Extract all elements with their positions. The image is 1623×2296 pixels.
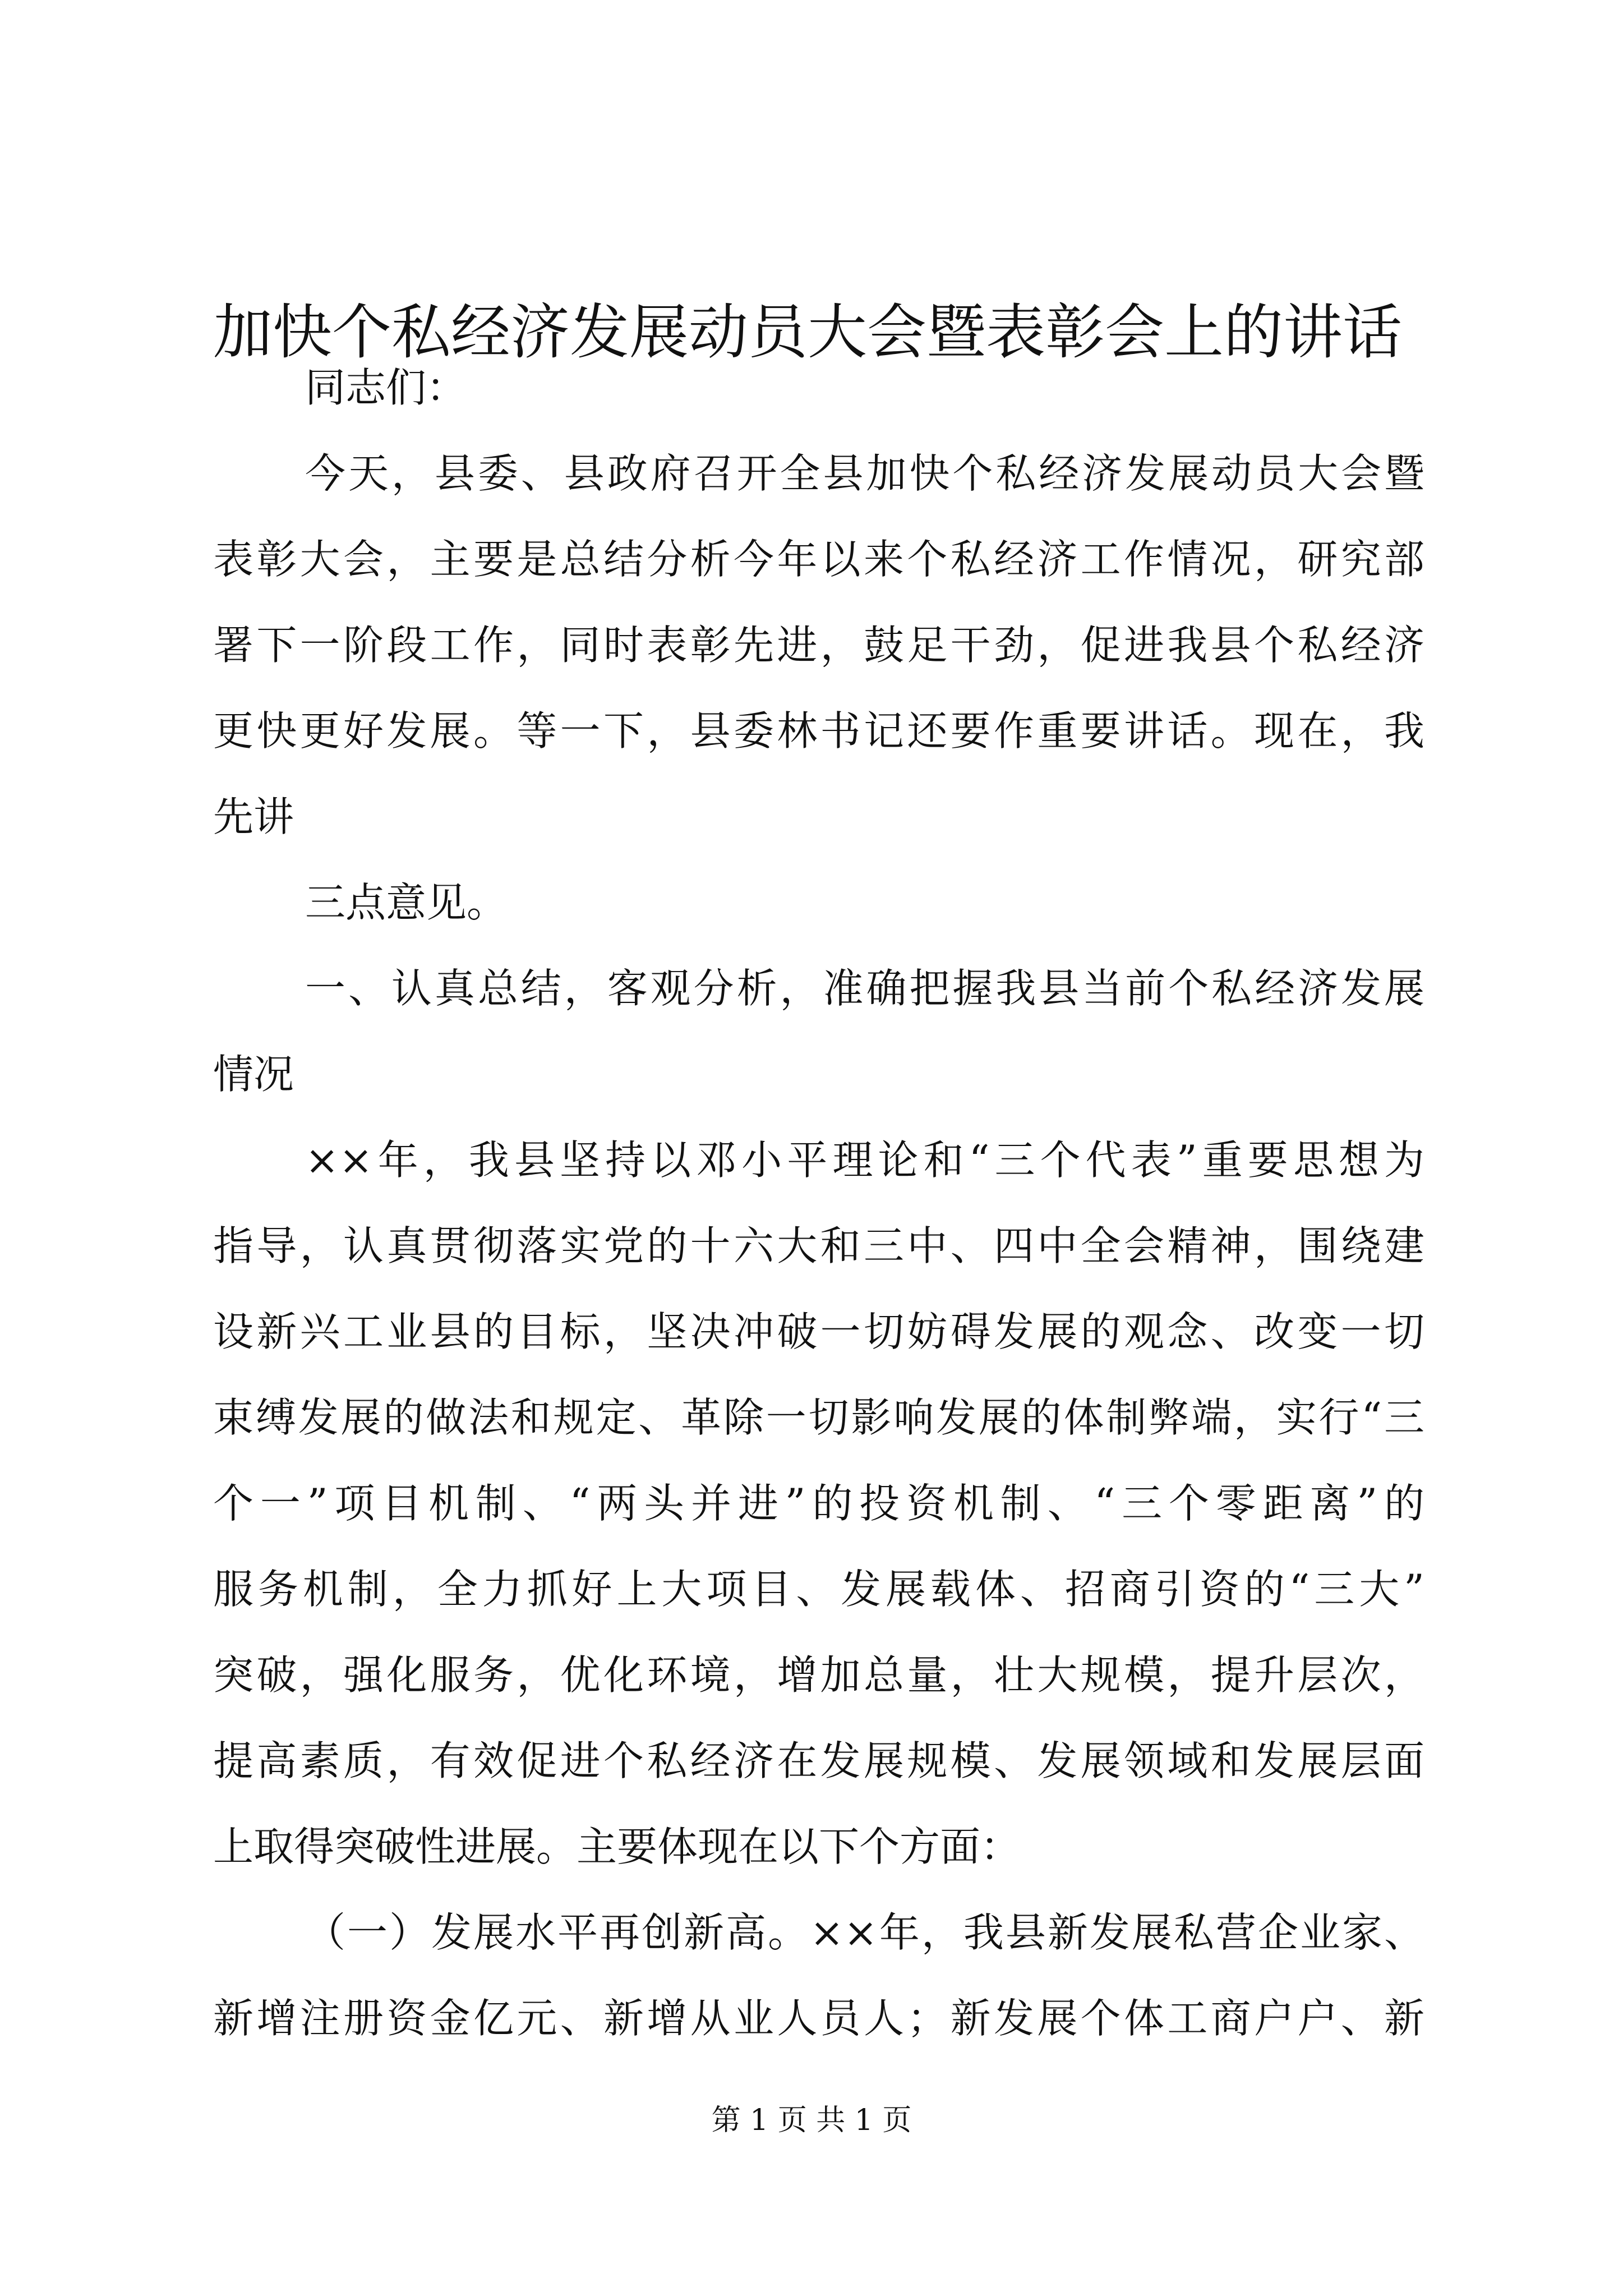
body-line: 表彰大会，主要是总结分析今年以来个私经济工作情况，研究部 <box>213 536 1424 583</box>
body-line: 新增注册资金亿元、新增从业人员人；新发展个体工商户户、新 <box>213 1995 1424 2042</box>
body-line: 个一”项目机制、“两头并进”的投资机制、“三个零距离”的 <box>213 1480 1424 1527</box>
body-line: 突破，强化服务，优化环境，增加总量，壮大规模，提升层次， <box>213 1651 1424 1699</box>
body-line: 先讲 <box>213 793 294 840</box>
body-line: 三点意见。 <box>305 879 508 926</box>
body-line: 情况 <box>213 1051 294 1098</box>
body-line: 服务机制，全力抓好上大项目、发展载体、招商引资的“三大” <box>213 1566 1424 1613</box>
body-line: 上取得突破性进展。主要体现在以下个方面： <box>213 1823 1021 1870</box>
body-line: ××年，我县坚持以邓小平理论和“三个代表”重要思想为 <box>305 1137 1424 1184</box>
body-line: 同志们： <box>305 364 467 411</box>
document-body <box>213 345 1424 2062</box>
body-line: 更快更好发展。等一下，县委林书记还要作重要讲话。现在，我 <box>213 707 1424 754</box>
body-line: 一、认真总结，客观分析，准确把握我县当前个私经济发展 <box>305 965 1424 1012</box>
body-line: 今天，县委、县政府召开全县加快个私经济发展动员大会暨 <box>305 450 1424 497</box>
body-line: 提高素质，有效促进个私经济在发展规模、发展领域和发展层面 <box>213 1737 1424 1784</box>
body-line: （一）发展水平再创新高。××年，我县新发展私营企业家、 <box>305 1909 1424 1956</box>
page-footer: 第 1 页 共 1 页 <box>711 2104 912 2137</box>
body-line: 设新兴工业县的目标，坚决冲破一切妨碍发展的观念、改变一切 <box>213 1308 1424 1355</box>
body-line: 束缚发展的做法和规定、革除一切影响发展的体制弊端，实行“三 <box>213 1394 1424 1441</box>
body-line: 署下一阶段工作，同时表彰先进，鼓足干劲，促进我县个私经济 <box>213 622 1424 669</box>
document-title: 加快个私经济发展动员大会暨表彰会上的讲话 <box>213 298 1402 367</box>
body-line: 指导，认真贯彻落实党的十六大和三中、四中全会精神，围绕建 <box>213 1222 1424 1269</box>
